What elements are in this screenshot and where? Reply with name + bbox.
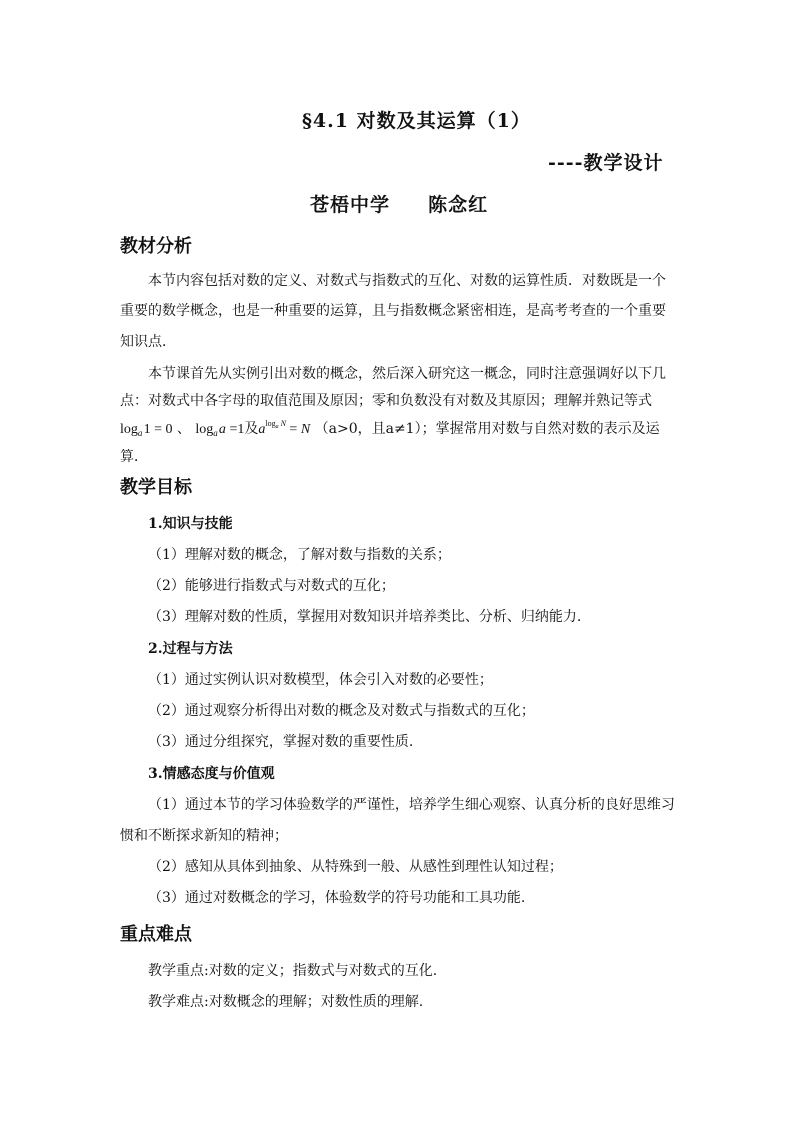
goal-title: 1.知识与技能 [148, 516, 233, 532]
paragraph-line: 点：对数式中各字母的取值范围及原因；零和负数没有对数及其原因；理解并熟记等式 [120, 393, 652, 409]
paragraph-line: 本节课首先从实例引出对数的概念，然后深入研究这一概念，同时注意强调好以下几 [148, 366, 666, 382]
goal-item: （1）理解对数的概念，了解对数与指数的关系； [148, 547, 451, 563]
goal-title: 3.情感态度与价值观 [148, 766, 275, 782]
section-heading-keypoints: 重点难点 [120, 924, 192, 945]
formula-conjunction: 及 [244, 421, 259, 437]
paragraph-line: 知识点． [120, 334, 176, 350]
paragraph-line: 重要的数学概念，也是一种重要的运算，且与指数概念紧密相连，是高考考查的一个重要 [120, 303, 666, 319]
teaching-difficulty: 教学难点:对数概念的理解；对数性质的理解. [148, 994, 424, 1010]
goal-title: 2.过程与方法 [148, 641, 233, 657]
goal-item: （2）通过观察分析得出对数的概念及对数式与指数式的互化； [148, 703, 535, 719]
section-heading-material: 教材分析 [120, 236, 192, 257]
formula-exponent-identity: $a^{log_a N} = N$ [258, 419, 311, 437]
formula-log-base: $\log_a$ a =1 [195, 422, 245, 438]
author-line: 苍梧中学 陈念红 [310, 194, 489, 216]
goal-item: （3）通过对数概念的学习，体验数学的符号功能和工具功能. [148, 890, 526, 906]
section-heading-goals: 教学目标 [120, 477, 192, 498]
goal-item-continued: 惯和不断探求新知的精神； [120, 828, 288, 844]
goal-item: （3）通过分组探究，掌握对数的重要性质. [148, 734, 414, 750]
goal-item: （2）感知从具体到抽象、从特殊到一般、从感性到理性认知过程； [148, 859, 563, 875]
formula-line [120, 418, 660, 438]
formula-log-one: $\log_a$ 1 = 0 [120, 422, 173, 438]
goal-item: （1）通过实例认识对数模型，体会引入对数的必要性； [148, 672, 493, 688]
paragraph-line: 本节内容包括对数的定义、对数式与指数式的互化、对数的运算性质．对数既是一个 [148, 273, 666, 289]
formula-separator: 、 [176, 421, 191, 437]
goal-item: （1）通过本节的学习体验数学的严谨性，培养学生细心观察、认真分析的良好思维习 [148, 797, 675, 813]
page-title: §4.1 对数及其运算（1） [302, 110, 531, 132]
formula-condition-tail: （a>0，且a≠1）；掌握常用对数与自然对数的表示及运 [314, 421, 660, 437]
teaching-focus: 教学重点:对数的定义；指数式与对数式的互化. [148, 963, 438, 979]
paragraph-line: 算． [120, 449, 148, 465]
goal-item: （2）能够进行指数式与对数式的互化； [148, 578, 395, 594]
goal-item: （3）理解对数的性质，掌握用对数知识并培养类比、分析、归纳能力. [148, 609, 582, 625]
page-subtitle: ----教学设计 [548, 152, 664, 174]
